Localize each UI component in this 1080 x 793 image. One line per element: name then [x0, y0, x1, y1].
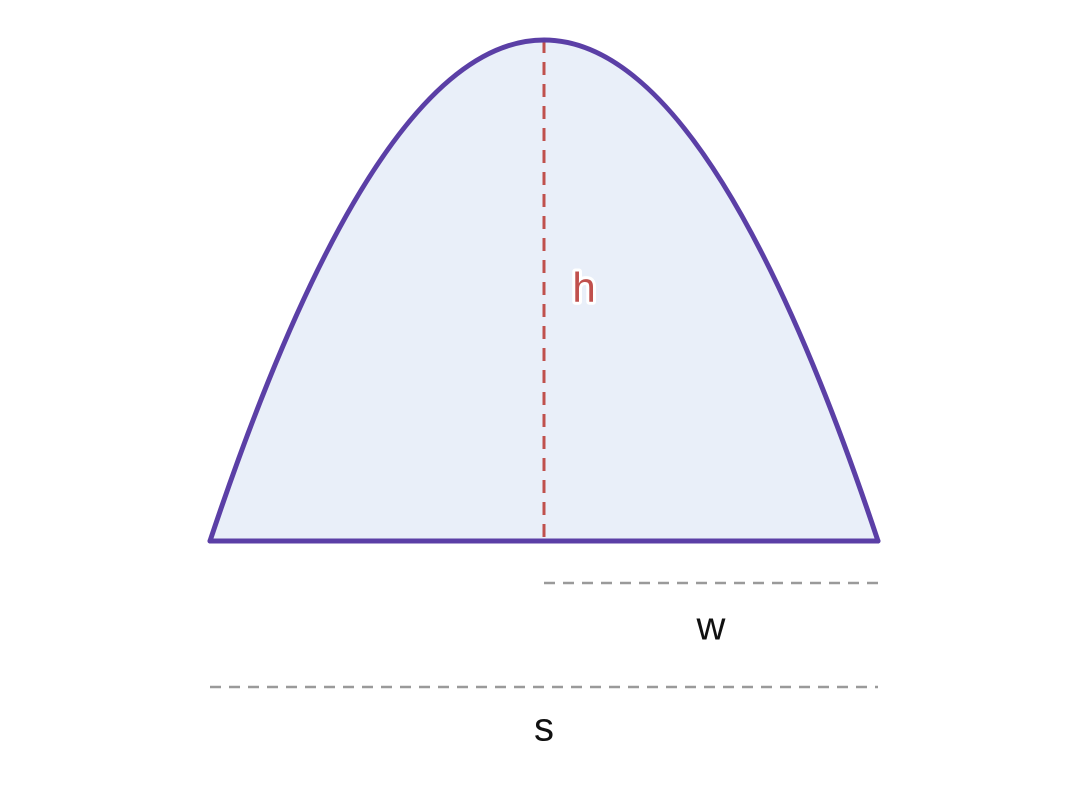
height-label: h	[572, 264, 596, 312]
span-label: s	[534, 705, 554, 750]
half-width-label: w	[696, 604, 726, 649]
